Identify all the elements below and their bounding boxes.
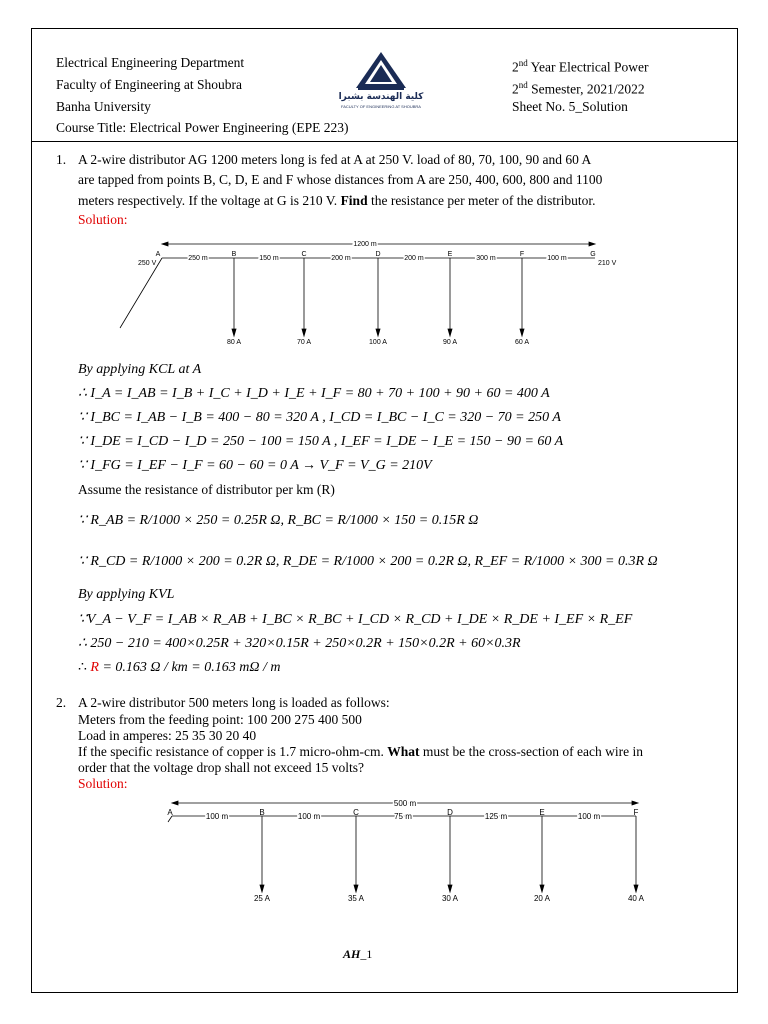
svg-text:80 A: 80 A [226, 339, 242, 346]
svg-text:E: E [539, 808, 545, 817]
svg-text:150 m: 150 m [259, 255, 279, 262]
q2-text-line3: Load in amperes: 25 35 30 20 40 [78, 728, 257, 743]
sheet-number: Sheet No. 5_Solution [512, 99, 628, 114]
course-title: Course Title: Electrical Power Engineering (EPE 223) [56, 120, 349, 135]
svg-text:90 A: 90 A [442, 339, 458, 346]
year-line: 2nd Year Electrical Power [512, 58, 649, 75]
svg-text:D: D [447, 808, 453, 817]
q1-supply-lead [120, 258, 162, 328]
assume-resistance: Assume the resistance of distributor per km (R) [78, 482, 335, 497]
eq-resistances-1: ∵ R_AB = R/1000 × 250 = 0.25R Ω, R_BC = R/1000 × 150 = 0.15R Ω [78, 513, 479, 528]
kcl-heading: By applying KCL at A [78, 362, 202, 377]
svg-text:100 m: 100 m [205, 812, 229, 821]
header-divider [31, 141, 738, 142]
svg-text:A: A [167, 808, 173, 817]
result-r-symbol: R [90, 660, 99, 675]
q1-total-length: 1200 m [353, 241, 377, 248]
svg-text:C: C [301, 251, 307, 258]
q1-end-voltage: 210 V [598, 260, 617, 267]
semester-line: 2nd Semester, 2021/2022 [512, 80, 645, 97]
eq-total-current: ∴ I_A = I_AB = I_B + I_C + I_D + I_E + I_F = 80 + 70 + 100 + 90 + 60 = 400 A [78, 386, 550, 401]
svg-text:E: E [447, 251, 453, 258]
q1-text-line2: are tapped from points B, C, D, E and F whose distances from A are 250, 400, 600, 800 and 1100 [78, 172, 603, 187]
eq-branch-currents-3: ∵ I_FG = I_EF − I_F = 60 − 60 = 0 A → V_F = V_G = 210V [78, 458, 432, 473]
logo-arabic-text: كلية الهندسة بشبرا [338, 92, 424, 102]
q2-text-line5: order that the voltage drop shall not exceed 15 volts? [78, 760, 365, 775]
svg-text:75 m: 75 m [394, 812, 412, 821]
svg-text:70 A: 70 A [296, 339, 312, 346]
svg-text:125 m: 125 m [484, 812, 508, 821]
svg-text:A: A [155, 251, 161, 258]
svg-text:30 A: 30 A [441, 894, 459, 903]
q2-text-line2: Meters from the feeding point: 100 200 275 400 500 [78, 712, 362, 727]
page-footer: AH_1 [343, 947, 373, 961]
q1-distributor-diagram [110, 232, 630, 348]
svg-text:C: C [353, 808, 359, 817]
q2-text-line4: If the specific resistance of copper is 1.7 micro-ohm-cm. What must be the cross-section of each wire in [78, 744, 643, 759]
q1-supply-voltage: 250 V [138, 260, 157, 267]
svg-text:25 A: 25 A [253, 894, 271, 903]
svg-text:250 m: 250 m [188, 255, 208, 262]
svg-text:60 A: 60 A [514, 339, 530, 346]
svg-text:100 m: 100 m [577, 812, 601, 821]
university-name: Banha University [56, 99, 151, 114]
q1-number: 1. [56, 152, 67, 167]
svg-text:D: D [375, 251, 381, 258]
svg-text:35 A: 35 A [347, 894, 365, 903]
svg-text:100 m: 100 m [297, 812, 321, 821]
svg-text:F: F [633, 808, 639, 817]
eq-result: ∴ R = 0.163 Ω / km = 0.163 mΩ / m [78, 660, 281, 675]
eq-kvl-2: ∴ 250 − 210 = 400×0.25R + 320×0.15R + 250×0.2R + 150×0.2R + 60×0.3R [78, 636, 521, 651]
q2-total-length: 500 m [393, 799, 417, 808]
svg-text:100 m: 100 m [547, 255, 567, 262]
svg-text:B: B [231, 251, 237, 258]
eq-kvl-1: ∵V_A − V_F = I_AB × R_AB + I_BC × R_BC + I_CD × R_CD + I_DE × R_DE + I_EF × R_EF [78, 612, 633, 627]
q2-text-line1: A 2-wire distributor 500 meters long is loaded as follows: [78, 695, 390, 710]
q1-text-line3: meters respectively. If the voltage at G is 210 V. Find the resistance per meter of the distributor. [78, 193, 596, 208]
svg-text:G: G [590, 251, 596, 258]
dept-name: Electrical Engineering Department [56, 55, 245, 70]
kvl-heading: By applying KVL [78, 587, 175, 602]
svg-text:100 A: 100 A [369, 339, 387, 346]
eq-resistances-2: ∵ R_CD = R/1000 × 200 = 0.2R Ω, R_DE = R/1000 × 200 = 0.2R Ω, R_EF = R/1000 × 300 = 0.3R Ω [78, 554, 658, 569]
eq-branch-currents-2: ∵ I_DE = I_CD − I_D = 250 − 100 = 150 A , I_EF = I_DE − I_E = 150 − 90 = 60 A [78, 434, 564, 449]
svg-text:B: B [259, 808, 265, 817]
q1-solution-label: Solution: [78, 212, 128, 227]
svg-text:40 A: 40 A [627, 894, 645, 903]
q2-number: 2. [56, 695, 67, 710]
logo-caption: FACULTY OF ENGINEERING AT SHOUBRA [341, 104, 421, 109]
svg-text:200 m: 200 m [331, 255, 351, 262]
q2-solution-label: Solution: [78, 776, 128, 791]
svg-text:300 m: 300 m [476, 255, 496, 262]
eq-branch-currents-1: ∵ I_BC = I_AB − I_B = 400 − 80 = 320 A , I_CD = I_BC − I_C = 320 − 70 = 250 A [78, 410, 561, 425]
svg-text:200 m: 200 m [404, 255, 424, 262]
svg-text:20 A: 20 A [533, 894, 551, 903]
svg-text:F: F [519, 251, 525, 258]
q2-distributor-diagram [160, 795, 660, 907]
faculty-name: Faculty of Engineering at Shoubra [56, 77, 242, 92]
q1-text-line1: A 2-wire distributor AG 1200 meters long is fed at A at 250 V. load of 80, 70, 100, 90 and 60 A [78, 152, 592, 167]
